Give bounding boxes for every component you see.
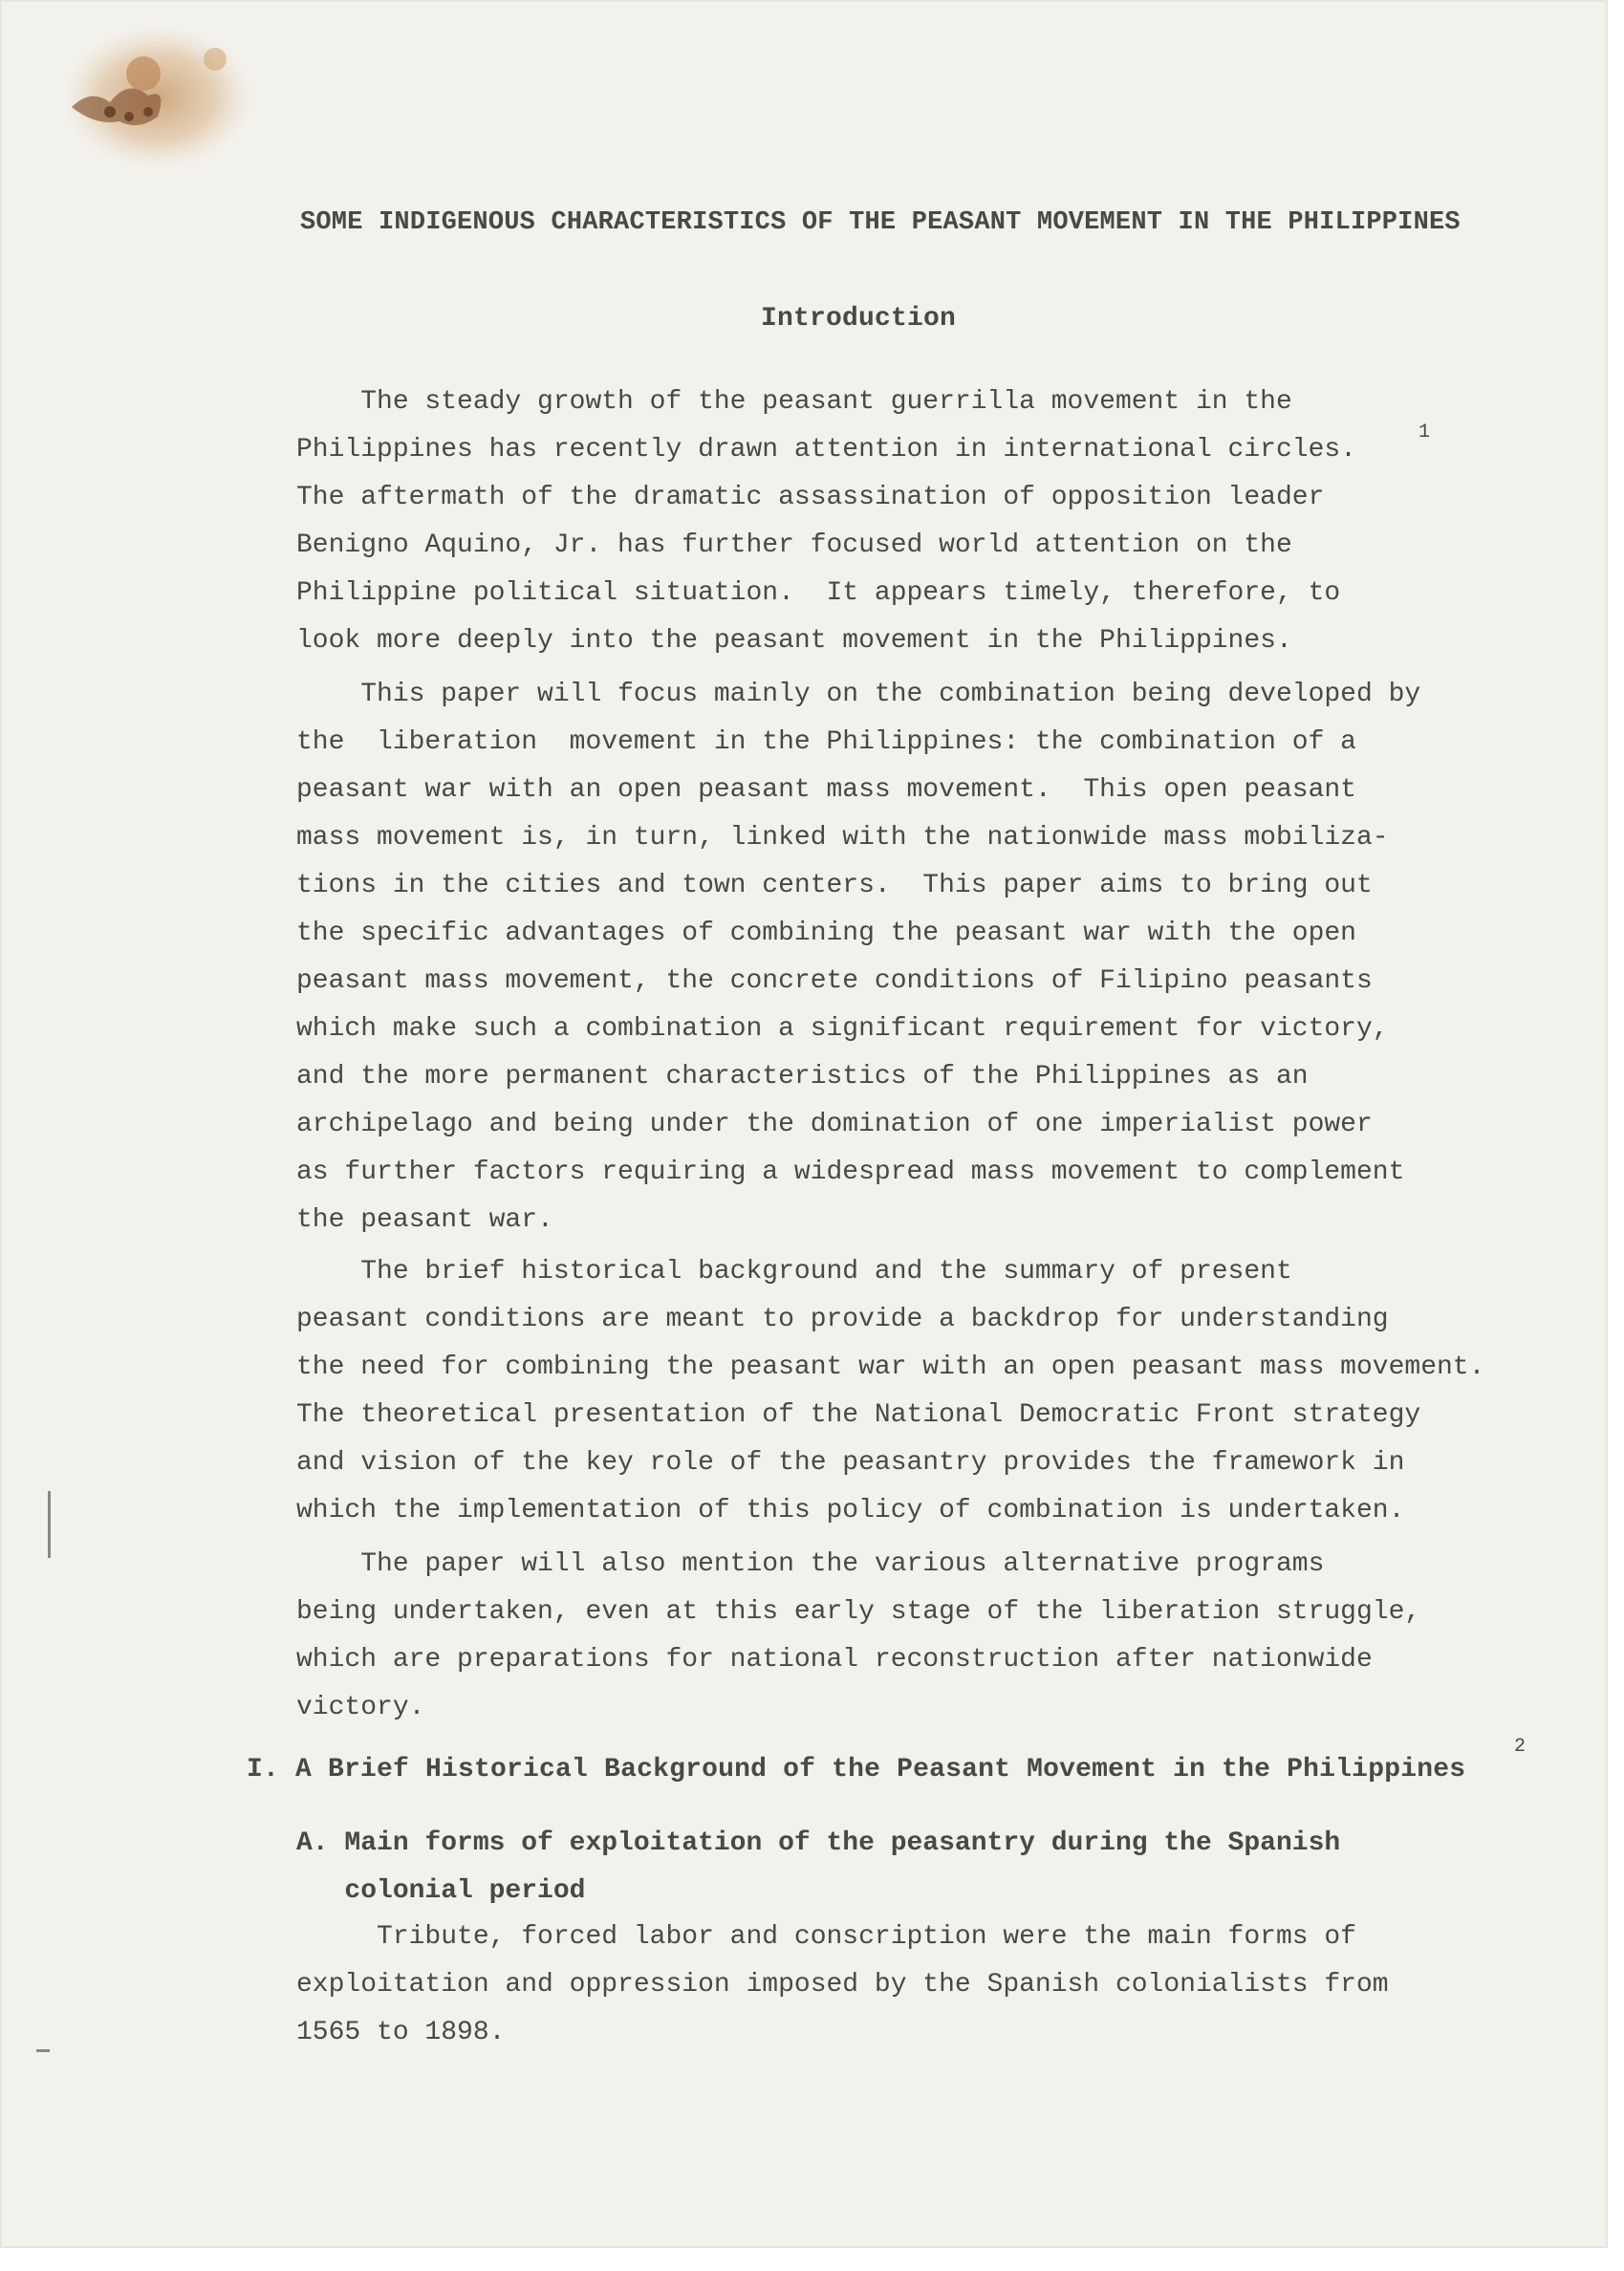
paragraph-1: The steady growth of the peasant guerrilla movement in the Philippines has recently drawn attention in international circles. The aftermath of the dramatic assassination of opposition leader Benigno Aquino, Jr. has further focused world attention on the Philippine political situation. It appears timely, therefore, to look more deeply into the peasant movement in the Philippines.: [296, 387, 1356, 656]
introduction-heading: Introduction: [761, 304, 957, 334]
page-edge: [1608, 0, 1624, 2271]
footnote-marker-1: 1: [1418, 422, 1431, 443]
subsection-heading: A. Main forms of exploitation of the peasantry during the Spanish colonial period: [296, 1828, 1341, 1906]
rust-stain: [53, 21, 292, 184]
section-heading: I. A Brief Historical Background of the Peasant Movement in the Philippines: [247, 1755, 1466, 1784]
document-title: SOME INDIGENOUS CHARACTERISTICS OF THE PEASANT MOVEMENT IN THE PHILIPPINES: [300, 208, 1461, 237]
footnote-marker-2: 2: [1514, 1736, 1527, 1758]
paragraph-4: The paper will also mention the various alternative programs being undertaken, even at this early stage of the liberation struggle, which are preparations for national reconstruction after nationwide victory.: [296, 1549, 1421, 1722]
paragraph-3: The brief historical background and the summary of present peasant conditions are meant to provide a backdrop for understanding the need for combining the peasant war with an open peasant mass movement. The theoretical presentation of the National Democratic Front strategy and vision of the key role of the peasantry provides the framework in which the implementation of this policy of combination is undertaken.: [296, 1257, 1485, 1525]
margin-mark: [48, 1491, 51, 1558]
paragraph-2: This paper will focus mainly on the combination being developed by the liberation movement in the Philippines: the combination of a peasant war with an open peasant mass movement. This open peasant mass movement is, in turn, linked with the nationwide mass mobiliza- tions in the cities and town centers. This paper aims to bring out the specific advantages of combining the peasant war with the open peasant mass movement, the concrete conditions of Filipino peasants which make such a combination a significant requirement for victory, and the more permanent characteristics of the Philippines as an archipelago and being under the domination of one imperialist power as further factors requiring a widespread mass movement to complement the peasant war.: [296, 680, 1421, 1235]
paragraph-5: Tribute, forced labor and conscription were the main forms of exploitation and oppression imposed by the Spanish colonialists from 1565 to 1898.: [296, 1922, 1389, 2047]
margin-mark: [36, 2049, 50, 2052]
